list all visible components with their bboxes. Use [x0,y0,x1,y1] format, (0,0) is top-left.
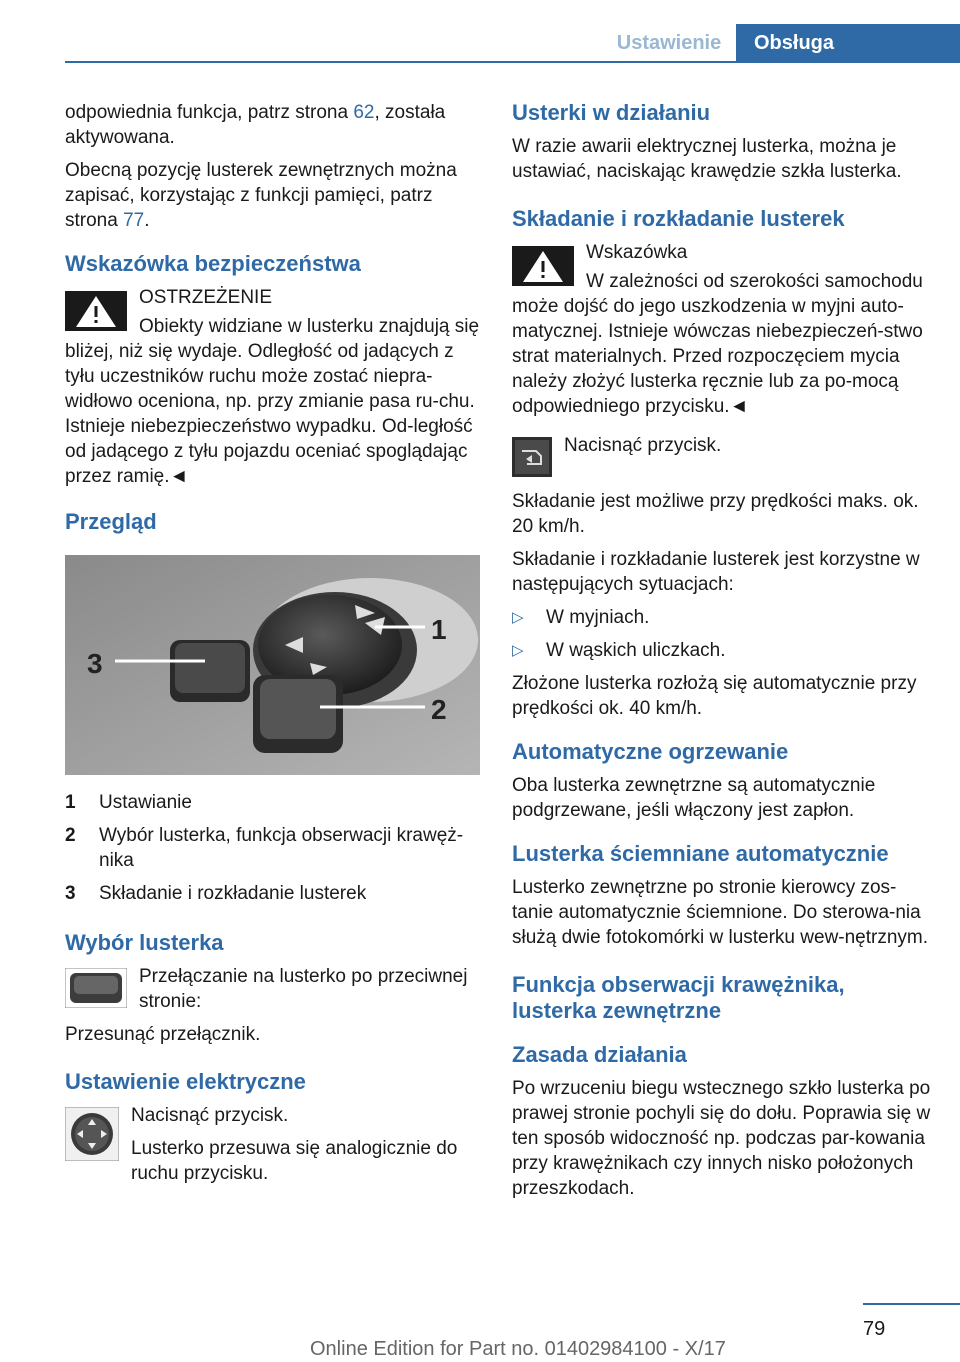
paragraph: Lusterko zewnętrzne po stronie kierowcy zos-tanie automatycznie ściemnione. Do sterowa-nia służą dwie fotokomórki w lusterku wew-nętrznym. [512,877,929,948]
paragraph: Składanie i rozkładanie lusterek jest korzystne w następujących sytuacjach: [512,549,920,595]
note-title: Wskazówka [586,242,688,263]
warning-text: Obiekty widziane w lusterku znajdują się bliżej, niż się wydaje. Odległość od jadących z tyłu uczestników ruchu może zostać niepra-widłowo oceniona, np. przy zmianie pasa ru-chu. Istnieje niebezpieczeństwo wypadku. Od-ległość od jadącego z tyłu pojazdu oceniać spoglądając przez ramię.◄ [65,316,480,487]
section-heading: Przegląd [65,509,157,534]
photo-label: 2 [431,694,447,725]
paragraph: Obecną pozycję lusterek zewnętrznych można zapisać, korzystając z funkcji pamięci, patrz strona 77. [65,160,457,231]
electric-block [65,1103,485,1186]
electric-step: Nacisnąć przycisk. [131,1105,289,1126]
paragraph: Składanie jest możliwe przy prędkości maks. ok. 20 km/h. [512,491,919,537]
right-column [512,100,932,1209]
select-action: Przesunąć przełącznik. [65,1024,261,1045]
header-tab-section[interactable]: Ustawienie [616,32,722,54]
select-text: Przełączanie na lusterko po przeciwnej stronie: [139,966,468,1012]
directional-button-icon [65,1107,119,1161]
section-heading: Wybór lusterka [65,930,224,955]
paragraph: Złożone lusterka rozłożą się automatycznie przy prędkości ok. 40 km/h. [512,673,917,719]
header-rule [65,61,960,63]
page-link[interactable]: 62 [353,102,375,123]
note-text: W zależności od szerokości samochodu może dojść do jego uszkodzenia w myjni auto-matycznej. Istnieje wówczas niebezpieczeń-stwo strat materialnych. Przed rozpoczęciem mycia należy złożyć lusterka ręcznie lub za po-mocą odpowiedniego przycisku.◄ [512,271,923,417]
legend-item: 1 Ustawianie [65,792,192,813]
section-heading: Usterki w działaniu [512,100,711,125]
paragraph: W razie awarii elektrycznej lusterka, można je ustawiać, naciskając krawędzie szkła lusterka. [512,136,902,182]
section-heading: Wskazówka bezpieczeństwa [65,251,361,276]
warning-block [65,285,485,489]
legend-item: 3 Składanie i rozkładanie lusterek [65,883,367,904]
fold-button-block [512,433,932,483]
legend-item: 2 Wybór lusterka, funkcja obserwacji krawęż-nika [65,825,464,871]
list-item: ▷ W myjniach. [512,607,650,628]
photo-label: 3 [87,648,103,679]
warning-title: OSTRZEŻENIE [139,287,273,308]
mirror-control-photo [65,555,480,775]
header-tab-chapter[interactable]: Obsługa [736,24,960,62]
warning-icon [65,291,127,331]
footer-edition: Online Edition for Part no. 01402984100 - X/17 [310,1338,726,1360]
note-block [512,240,932,419]
subsection-heading: Zasada działania [512,1042,687,1067]
bullet-triangle-icon: ▷ [512,609,524,626]
page-number: 79 [863,1318,886,1340]
fold-press: Nacisnąć przycisk. [564,435,722,456]
page-link[interactable]: 77 [123,210,145,231]
fold-mirror-button-icon [512,437,552,477]
section-heading: Funkcja obserwacji krawężnika, lusterka zewnętrzne [512,972,845,1023]
list-item: ▷ W wąskich uliczkach. [512,640,726,661]
left-column [65,100,485,1194]
page-number-rule [863,1303,960,1305]
select-block [65,964,485,1047]
paragraph: odpowiednia funkcja, patrz strona 62, została aktywowana. [65,102,446,148]
photo-label: 1 [431,614,447,645]
bullet-triangle-icon: ▷ [512,642,524,659]
section-heading: Składanie i rozkładanie lusterek [512,206,845,231]
warning-icon [512,246,574,286]
selector-switch-icon [65,968,127,1008]
paragraph: Po wrzuceniu biegu wstecznego szkło lusterka po prawej stronie pochyli się do dołu. Poprawia się w ten sposób widoczność np. podczas par-kowania przy krawężnikach czy innych nisko położonych przeszkodach. [512,1078,931,1199]
section-heading: Ustawienie elektryczne [65,1069,306,1094]
section-heading: Automatyczne ogrzewanie [512,739,789,764]
electric-text: Lusterko przesuwa się analogicznie do ruchu przycisku. [131,1138,458,1184]
paragraph: Oba lusterka zewnętrzne są automatycznie podgrzewane, jeśli włączony jest zapłon. [512,775,876,821]
section-heading: Lusterka ściemniane automatycznie [512,841,889,866]
